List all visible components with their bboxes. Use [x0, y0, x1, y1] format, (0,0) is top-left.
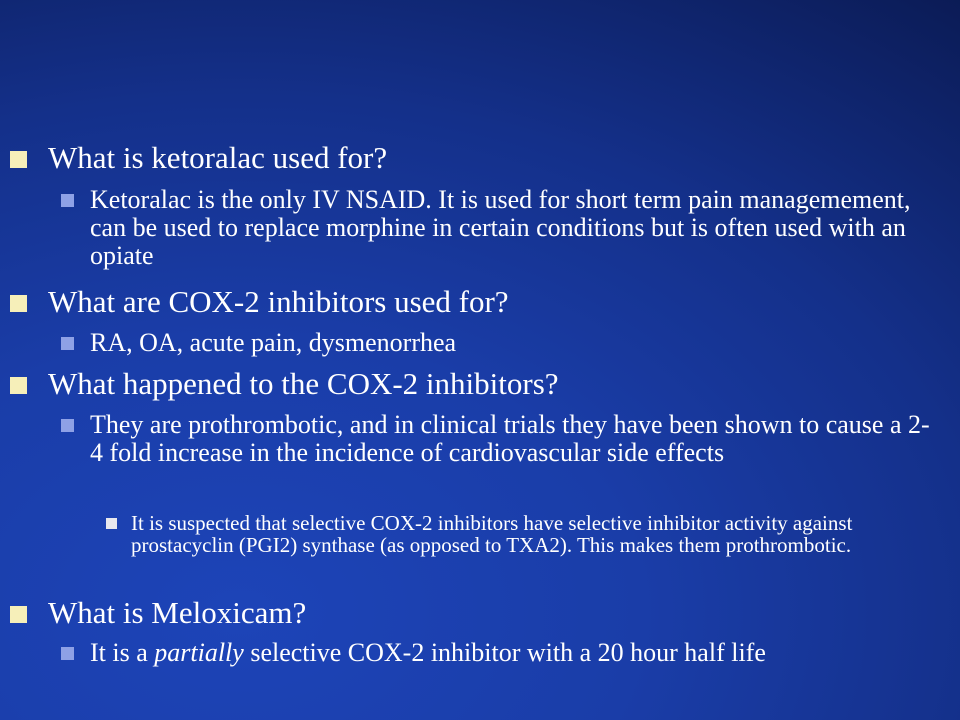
square-bullet-icon [61, 337, 74, 350]
bullet-item-cox2-happened-question [48, 368, 559, 400]
bullet-text: What are COX-2 inhibitors used for? [48, 284, 509, 319]
bullet-text: They are prothrombotic, and in clinical trials they have been shown to cause a 2-4 fold increase in the incidence of cardiovascular side effects [90, 410, 930, 467]
bullet-text [90, 638, 766, 667]
bullet-item-prostacyclin-note [131, 512, 931, 556]
bullet-text-after: selective COX-2 inhibitor with a 20 hour half life [243, 638, 766, 667]
square-bullet-icon [61, 419, 74, 432]
square-bullet-icon [61, 647, 74, 660]
square-bullet-icon [10, 295, 27, 312]
bullet-text: RA, OA, acute pain, dysmenorrhea [90, 328, 457, 357]
square-bullet-icon [10, 377, 27, 394]
bullet-item-ketoralac-question [48, 142, 387, 174]
bullet-item-cox2-uses-question [48, 286, 509, 318]
bullet-text: What is ketoralac used for? [48, 140, 388, 175]
bullet-text: What happened to the COX-2 inhibitors? [48, 366, 559, 401]
square-bullet-icon [10, 606, 27, 623]
bullet-item-cox2-uses-answer [90, 329, 940, 357]
bullet-text-italic: partially [154, 638, 244, 667]
square-bullet-icon [106, 518, 117, 529]
bullet-item-meloxicam-question [48, 597, 306, 629]
bullet-text-before: It is a [90, 638, 155, 667]
bullet-item-cox2-happened-answer [90, 411, 940, 467]
bullet-item-ketoralac-answer [90, 186, 940, 270]
square-bullet-icon [10, 151, 27, 168]
square-bullet-icon [61, 194, 74, 207]
bullet-text: It is suspected that selective COX-2 inhibitors have selective inhibitor activity against prostacyclin (PGI2) synthase (as opposed to TXA2). This makes them prothrombotic. [131, 511, 853, 557]
bullet-item-meloxicam-answer [90, 639, 940, 667]
bullet-text: Ketoralac is the only IV NSAID. It is used for short term pain managemement, can be used to replace morphine in certain conditions but is often used with an opiate [90, 185, 911, 270]
bullet-text: What is Meloxicam? [48, 595, 307, 630]
